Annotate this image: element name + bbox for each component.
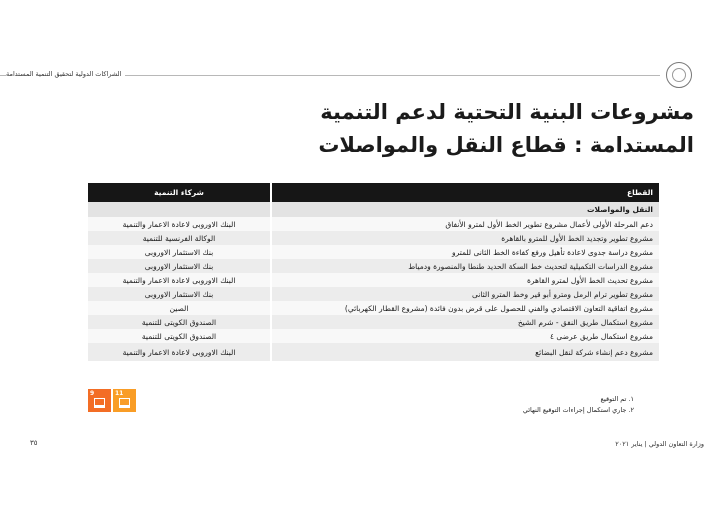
col-sector-header: القطاع <box>271 183 659 202</box>
partner-cell: البنك الاوروبى لاعادة الاعمار والتنمية <box>88 217 271 231</box>
sdg-11-icon: 11 <box>113 389 136 412</box>
page-number: ٣٥ <box>30 439 38 447</box>
col-partners-header: شركاء التنمية <box>88 183 271 202</box>
table-row <box>88 245 659 259</box>
project-cell: مشروع الدراسات التكميلية لتحديث خط السكة الحديد طنطا والمنصورة ودمياط <box>271 259 659 273</box>
ministry-seal-icon <box>666 62 692 88</box>
partner-cell: بنك الاستثمار الاوروبى <box>88 245 271 259</box>
partner-cell: الصندوق الكويتى للتنمية <box>88 329 271 343</box>
table-row <box>88 217 659 231</box>
project-cell: مشروع تحديث الخط الأول لمترو القاهرة <box>271 273 659 287</box>
footer-ministry: وزارة التعاون الدولي | يناير ٢٠٢١ <box>615 440 704 448</box>
section-label: النقل والمواصلات <box>271 202 659 217</box>
partner-cell: البنك الاوروبى لاعادة الاعمار والتنمية <box>88 343 271 361</box>
table-row <box>88 259 659 273</box>
partner-cell: بنك الاستثمار الاوروبى <box>88 259 271 273</box>
project-cell: مشروع دراسة جدوى لاعادة تأهيل ورفع كفاءة الخط الثانى للمترو <box>271 245 659 259</box>
table-row <box>88 343 659 361</box>
project-cell: مشروع تطوير ترام الرمل ومترو أبو قير وخط المترو الثانى <box>271 287 659 301</box>
table-row <box>88 287 659 301</box>
sdg-9-icon: 9 <box>88 389 111 412</box>
project-cell: دعم المرحلة الأولى لأعمال مشروع تطوير الخط الأول لمترو الأنفاق <box>271 217 659 231</box>
table-row <box>88 273 659 287</box>
partner-cell: بنك الاستثمار الاوروبى <box>88 287 271 301</box>
running-header: الشراكات الدولية لتحقيق التنمية المستدامة <box>6 70 125 78</box>
project-cell: مشروع استكمال طريق النفق - شرم الشيخ <box>271 315 659 329</box>
footnote-1: ١. تم التوقيع <box>600 395 634 403</box>
title-line-2: المستدامة : قطاع النقل والمواصلات <box>318 133 694 157</box>
footnote-2: ٢. جاري استكمال إجراءات التوقيع النهائي <box>522 406 634 414</box>
project-cell: مشروع تطوير وتجديد الخط الأول للمترو بالقاهرة <box>271 231 659 245</box>
footnotes <box>523 394 634 416</box>
title-line-1: مشروعات البنية التحتية لدعم التنمية <box>320 100 694 124</box>
table-row <box>88 315 659 329</box>
project-cell: مشروع اتفاقية التعاون الاقتصادي والفني للحصول على قرض بدون فائدة (مشروع القطار الكهربائي) <box>271 301 659 315</box>
table-header <box>88 183 659 202</box>
partner-cell: البنك الاوروبى لاعادة الاعمار والتنمية <box>88 273 271 287</box>
page-title <box>254 96 694 162</box>
table-row <box>88 231 659 245</box>
partner-cell: الوكالة الفرنسية للتنمية <box>88 231 271 245</box>
project-cell: مشروع دعم إنشاء شركة لنقل البضائع <box>271 343 659 361</box>
partner-cell: الصندوق الكويتى للتنمية <box>88 315 271 329</box>
table-row <box>88 301 659 315</box>
table-row <box>88 329 659 343</box>
projects-table <box>88 183 659 361</box>
partner-cell: الصين <box>88 301 271 315</box>
project-cell: مشروع استكمال طريق عرضى ٤ <box>271 329 659 343</box>
section-row <box>88 202 659 217</box>
